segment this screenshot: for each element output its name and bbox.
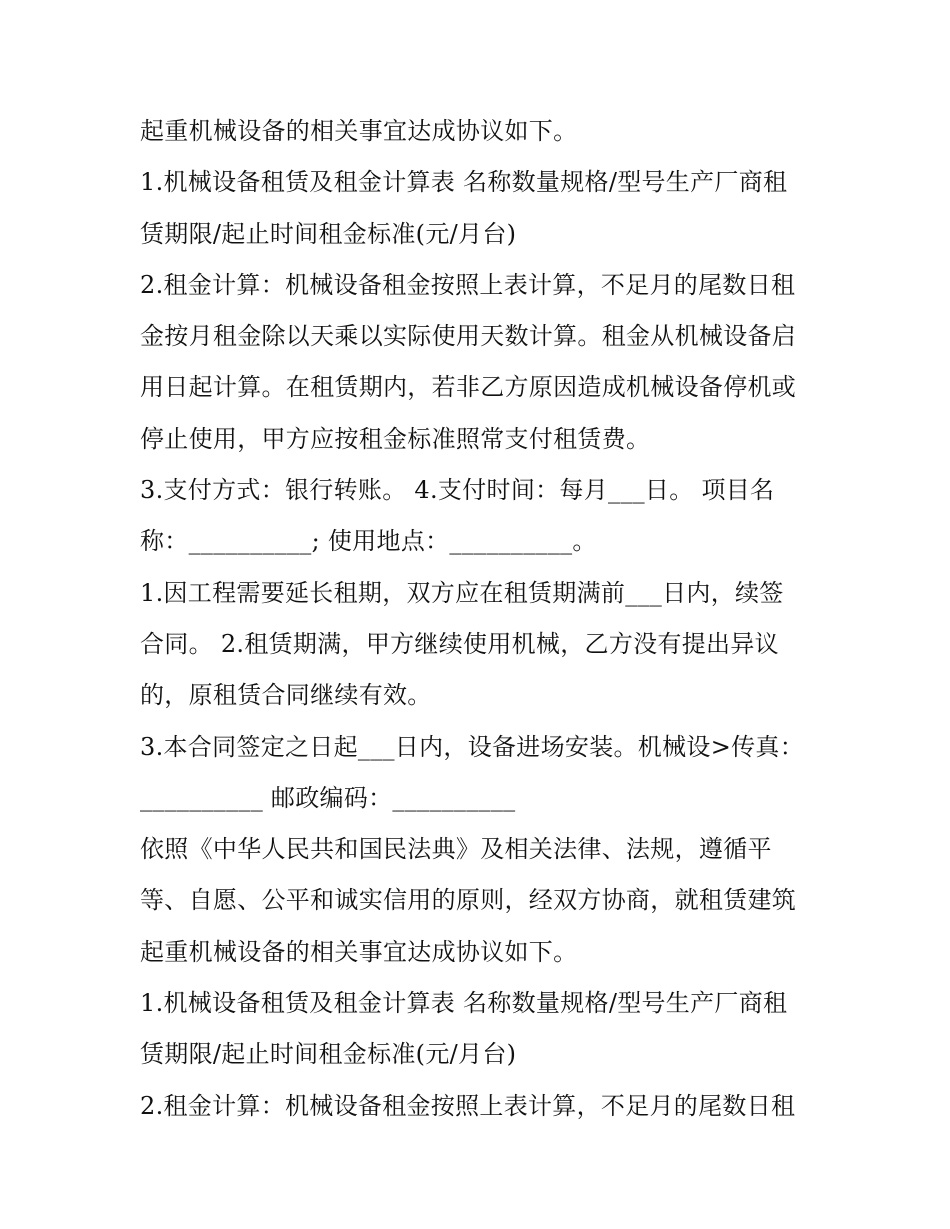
text-line: __________ 邮政编码：__________ — [140, 783, 516, 812]
text-line: 等、自愿、公平和诚实信用的原则，经双方协商，就租赁建筑 — [140, 886, 797, 915]
text-line: 赁期限/起止时间租金标准(元/月台) — [140, 219, 517, 248]
text-line: 3.本合同签定之日起___日内，设备进场安装。机械设>传真： — [140, 732, 805, 761]
text-line: 2.租金计算：机械设备租金按照上表计算，不足月的尾数日租 — [140, 270, 796, 299]
text-line: 起重机械设备的相关事宜达成协议如下。 — [140, 117, 578, 145]
text-line: 称：__________; 使用地点：__________。 — [140, 527, 597, 556]
text-line: 的，原租赁合同继续有效。 — [140, 681, 432, 710]
text-line: 停止使用，甲方应按租金标准照常支付租赁费。 — [140, 424, 651, 453]
text-line: 金按月租金除以天乘以实际使用天数计算。租金从机械设备启 — [140, 322, 797, 351]
text-line: 用日起计算。在租赁期内，若非乙方原因造成机械设备停机或 — [140, 373, 797, 402]
text-line: 起重机械设备的相关事宜达成协议如下。 — [140, 937, 578, 966]
text-line: 合同。 2.租赁期满，甲方继续使用机械，乙方没有提出异议 — [140, 629, 779, 658]
text-line: 赁期限/起止时间租金标准(元/月台) — [140, 1040, 517, 1069]
text-line: 3.支付方式：银行转账。 4.支付时间：每月___日。 项目名 — [140, 476, 775, 505]
text-line: 1.因工程需要延长租期，双方应在租赁期满前___日内，续签 — [140, 578, 784, 607]
text-line: 2.租金计算：机械设备租金按照上表计算，不足月的尾数日租 — [140, 1091, 796, 1120]
document-body — [140, 106, 820, 1132]
text-line: 依照《中华人民共和国民法典》及相关法律、法规，遵循平 — [140, 835, 772, 864]
text-line: 1.机械设备租赁及租金计算表 名称数量规格/型号生产厂商租 — [140, 989, 788, 1018]
text-line: 1.机械设备租赁及租金计算表 名称数量规格/型号生产厂商租 — [140, 168, 788, 197]
